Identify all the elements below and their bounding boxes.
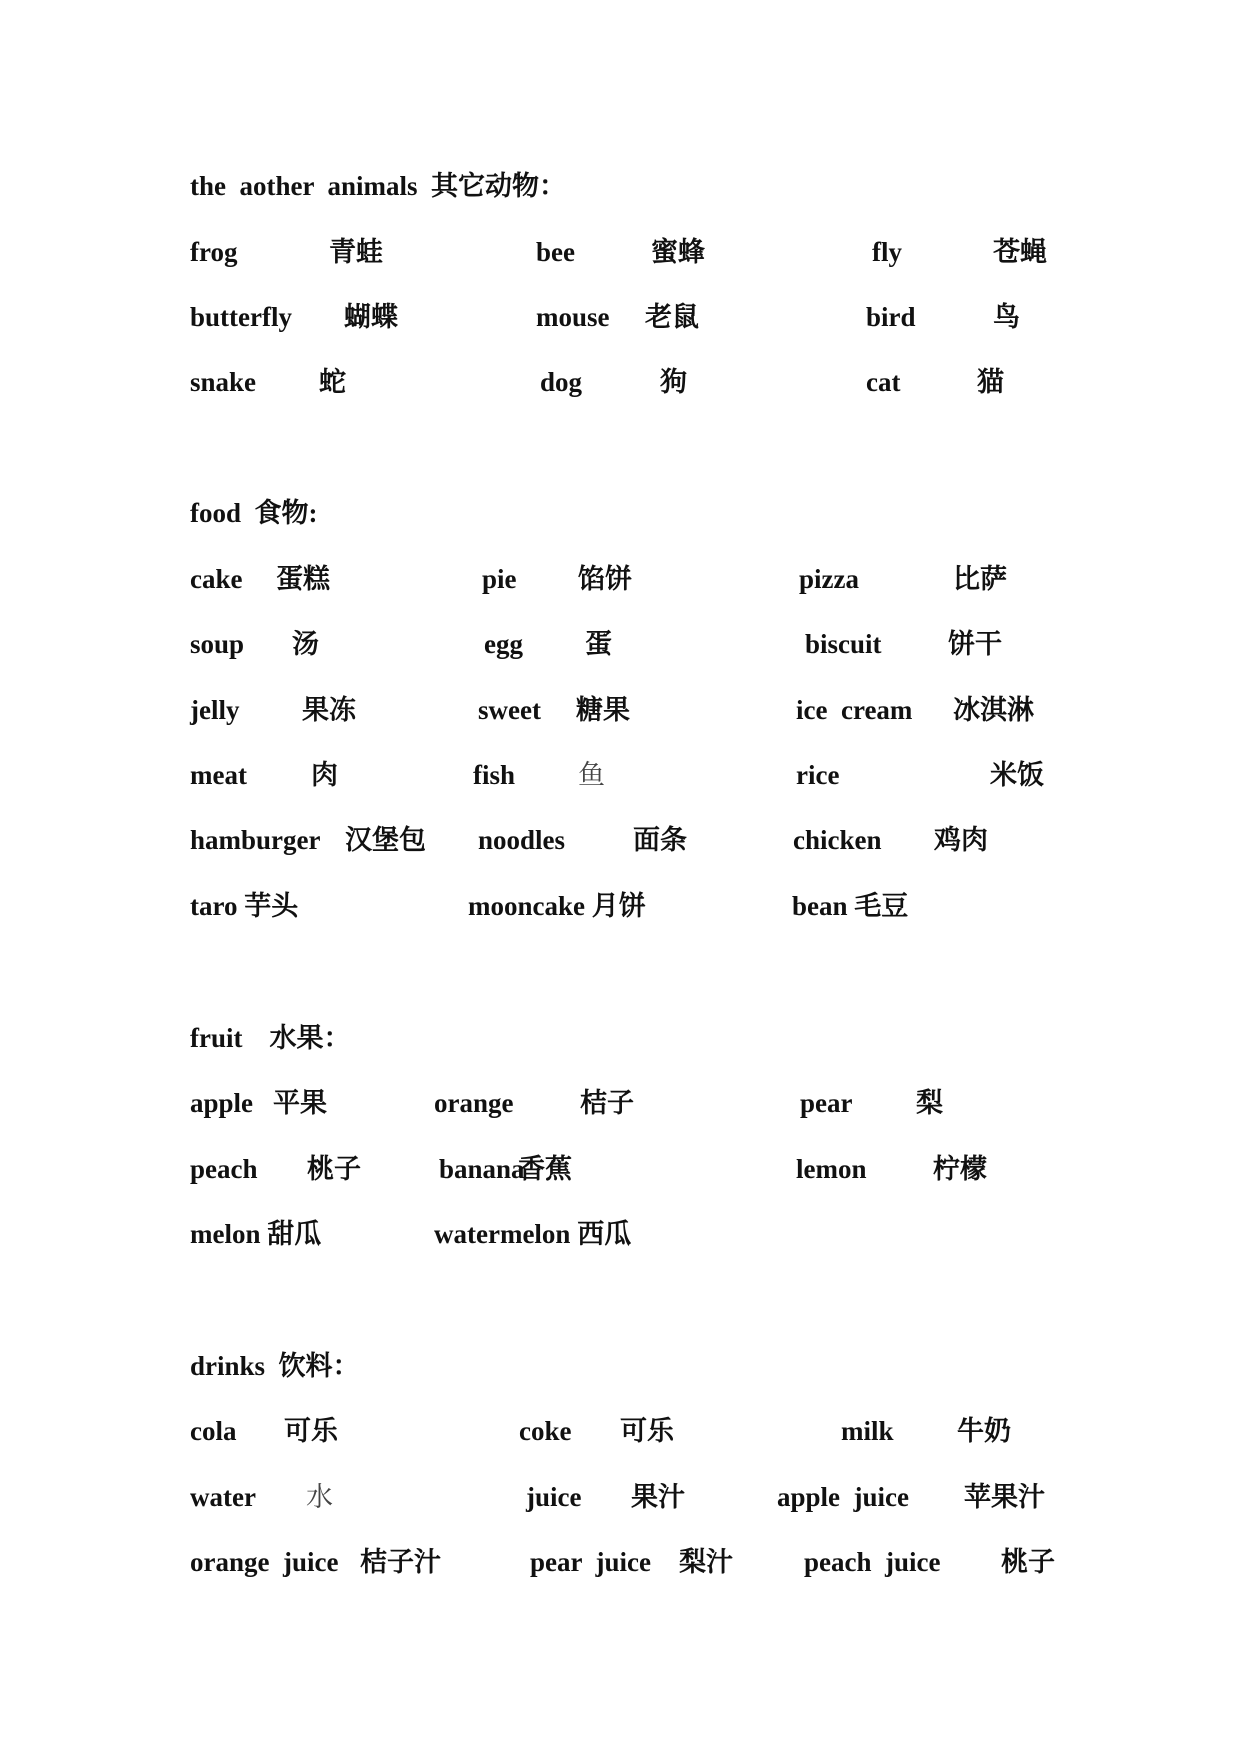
vocab-english: pie — [482, 564, 517, 594]
vocab-english: jelly — [190, 695, 240, 725]
vocab-chinese: 饼干 — [948, 629, 1002, 659]
vocab-chinese: 平果 — [273, 1088, 327, 1118]
vocab-chinese: 蛋 — [585, 629, 612, 659]
vocab-chinese: 桃子 — [307, 1154, 361, 1184]
vocab-english: peach — [190, 1154, 258, 1184]
vocab-chinese: 比萨 — [953, 564, 1007, 594]
vocab-english: butterfly — [190, 302, 292, 332]
vocab-english: sweet — [478, 695, 541, 725]
vocab-english: egg — [484, 629, 523, 659]
vocab-english: pear — [800, 1088, 853, 1118]
vocab-english: juice — [526, 1482, 582, 1512]
vocab-chinese: 梨 — [916, 1088, 943, 1118]
vocab-chinese: 可乐 — [284, 1416, 338, 1446]
vocab-english: dog — [540, 367, 583, 397]
section-heading: drinks 饮料： — [190, 1351, 360, 1381]
vocab-english: cake — [190, 564, 243, 594]
vocab-english: snake — [190, 367, 257, 397]
vocab-chinese: 汉堡包 — [345, 825, 426, 855]
vocab-english: water — [190, 1482, 256, 1512]
vocab-english: apple — [190, 1088, 254, 1118]
vocab-chinese: 猫 — [977, 367, 1004, 397]
vocab-english: pizza — [799, 564, 859, 594]
vocab-english: fish — [473, 760, 516, 790]
vocab-chinese: 香蕉 — [518, 1154, 572, 1184]
vocab-chinese: 牛奶 — [957, 1416, 1011, 1446]
vocab-english: mooncake 月饼 — [468, 891, 646, 921]
vocab-chinese: 蝴蝶 — [344, 302, 398, 332]
vocab-chinese: 梨汁 — [679, 1547, 733, 1577]
vocab-chinese: 柠檬 — [933, 1154, 987, 1184]
vocab-english: bee — [536, 237, 575, 267]
vocab-english: melon 甜瓜 — [190, 1219, 322, 1249]
vocab-english: rice — [796, 760, 840, 790]
vocab-english: peach juice — [804, 1547, 941, 1577]
vocab-chinese: 蛋糕 — [276, 564, 330, 594]
vocab-english: mouse — [536, 302, 610, 332]
vocab-chinese: 鸟 — [993, 302, 1020, 332]
vocab-english: cola — [190, 1416, 237, 1446]
section-heading: fruit 水果： — [190, 1023, 351, 1053]
vocab-chinese: 米饭 — [990, 760, 1044, 790]
vocab-english: soup — [190, 629, 245, 659]
vocab-chinese: 果冻 — [302, 695, 356, 725]
vocab-chinese: 肉 — [311, 760, 338, 790]
vocab-english: cat — [866, 367, 901, 397]
vocab-chinese: 桔子 — [580, 1088, 634, 1118]
vocab-chinese: 桃子 — [1001, 1547, 1055, 1577]
vocab-chinese: 苹果汁 — [964, 1482, 1045, 1512]
vocab-chinese: 鸡肉 — [934, 825, 988, 855]
vocab-chinese: 蜜蜂 — [651, 237, 705, 267]
vocab-chinese: 果汁 — [631, 1482, 685, 1512]
vocab-chinese: 面条 — [633, 825, 687, 855]
vocab-english: watermelon 西瓜 — [434, 1219, 632, 1249]
vocab-english: apple juice — [777, 1482, 909, 1512]
vocab-chinese: 糖果 — [576, 695, 630, 725]
vocab-english: frog — [190, 237, 238, 267]
vocab-chinese: 苍蝇 — [993, 237, 1047, 267]
vocab-english: biscuit — [805, 629, 882, 659]
section-heading: the aother animals 其它动物： — [190, 171, 566, 201]
vocab-english: taro 芋头 — [190, 891, 299, 921]
vocab-chinese: 可乐 — [620, 1416, 674, 1446]
vocab-english: noodles — [478, 825, 566, 855]
section-heading: food 食物: — [190, 498, 318, 528]
vocab-chinese: 桔子汁 — [360, 1547, 441, 1577]
vocab-english: bean 毛豆 — [792, 891, 909, 921]
vocab-english: bird — [866, 302, 916, 332]
vocab-english: banana — [439, 1154, 525, 1184]
vocab-chinese: 老鼠 — [645, 302, 699, 332]
vocab-chinese: 蛇 — [319, 367, 346, 397]
vocab-english: chicken — [793, 825, 882, 855]
vocab-chinese: 水 — [306, 1482, 333, 1512]
vocab-english: lemon — [796, 1154, 867, 1184]
vocab-chinese: 青蛙 — [329, 237, 383, 267]
vocab-chinese: 鱼 — [578, 760, 605, 790]
vocab-chinese: 狗 — [660, 367, 687, 397]
vocab-english: fly — [872, 237, 902, 267]
vocab-english: orange juice — [190, 1547, 339, 1577]
vocab-chinese: 汤 — [292, 629, 319, 659]
vocab-english: hamburger — [190, 825, 321, 855]
vocab-chinese: 馅饼 — [578, 564, 632, 594]
vocab-english: coke — [519, 1416, 572, 1446]
vocab-chinese: 冰淇淋 — [953, 695, 1034, 725]
vocab-english: meat — [190, 760, 247, 790]
vocab-english: milk — [841, 1416, 894, 1446]
vocab-english: ice cream — [796, 695, 913, 725]
vocab-english: orange — [434, 1088, 514, 1118]
vocab-english: pear juice — [530, 1547, 651, 1577]
